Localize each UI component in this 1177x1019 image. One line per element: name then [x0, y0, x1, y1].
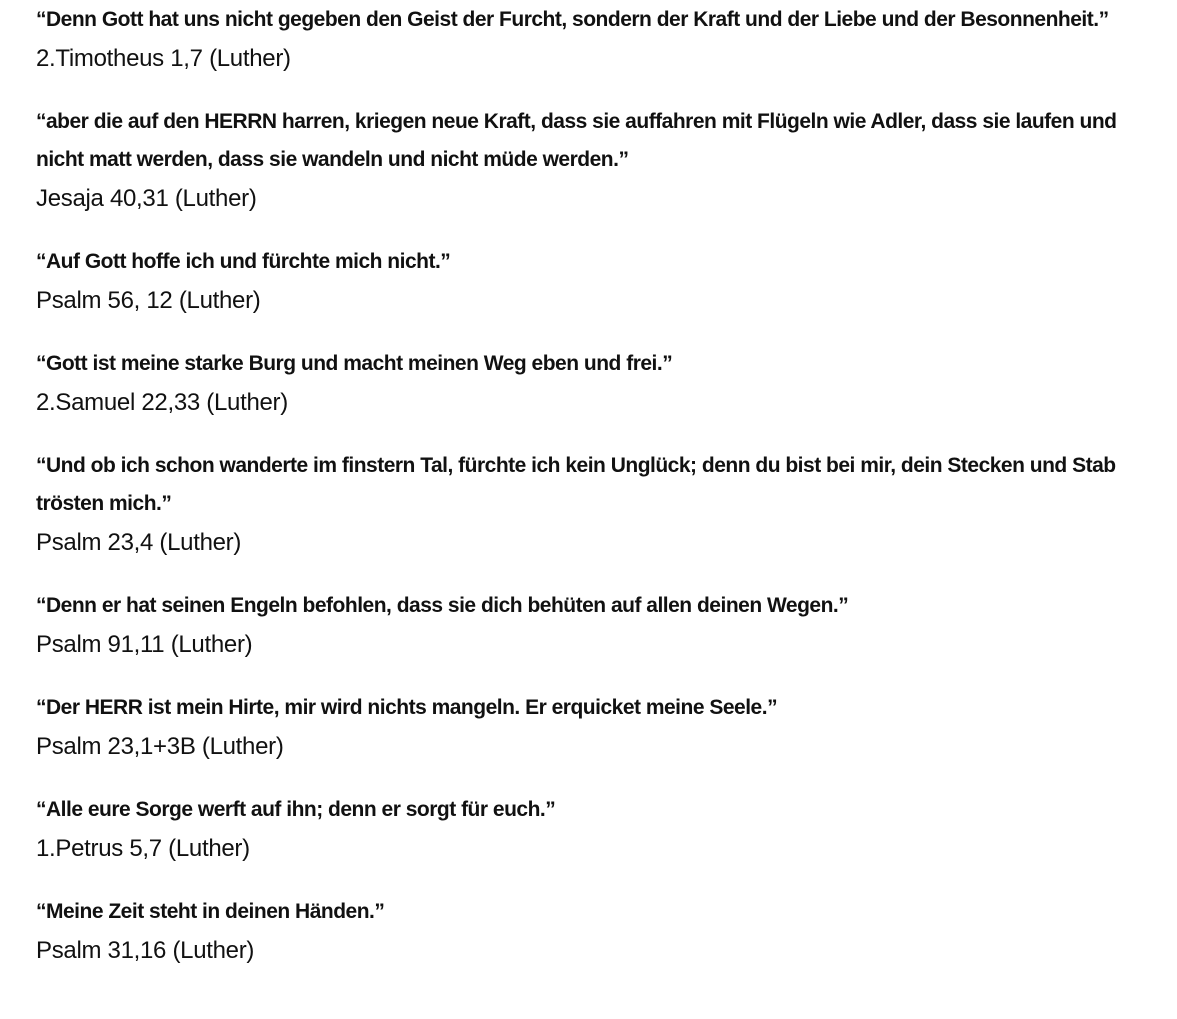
verse-reference: Psalm 23,1+3B (Luther) — [36, 733, 284, 760]
divider-space — [36, 320, 1161, 344]
verse-quote: “Alle eure Sorge werft auf ihn; denn er sorgt für euch.” — [36, 798, 556, 821]
divider-space — [36, 562, 1161, 586]
divider-space — [36, 664, 1161, 688]
divider-space — [36, 422, 1161, 446]
verse-quote: “Meine Zeit steht in deinen Händen.” — [36, 900, 385, 923]
verse-quote: “Und ob ich schon wanderte im finstern Tal, fürchte ich kein Unglück; denn du bist bei mir, dein Stecken und Stab trösten mich.” — [36, 454, 1116, 515]
verse-item — [36, 688, 1161, 766]
verse-quote: “aber die auf den HERRN harren, kriegen neue Kraft, dass sie auffahren mit Flügeln wie Adler, dass sie laufen und nicht matt werden, dass sie wandeln und nicht müde werden.” — [36, 110, 1117, 171]
verse-reference: 1.Petrus 5,7 (Luther) — [36, 835, 250, 862]
verse-quote: “Auf Gott hoffe ich und fürchte mich nicht.” — [36, 250, 451, 273]
divider-space — [36, 766, 1161, 790]
verse-item — [36, 102, 1161, 218]
verse-item — [36, 344, 1161, 422]
verse-item — [36, 446, 1161, 562]
verse-reference: Psalm 91,11 (Luther) — [36, 631, 253, 658]
verse-list — [36, 0, 1161, 970]
verse-reference: Psalm 23,4 (Luther) — [36, 529, 242, 556]
verse-quote: “Denn Gott hat uns nicht gegeben den Geist der Furcht, sondern der Kraft und der Liebe und der Besonnenheit.” — [36, 8, 1109, 31]
verse-quote: “Der HERR ist mein Hirte, mir wird nichts mangeln. Er erquicket meine Seele.” — [36, 696, 778, 719]
divider-space — [36, 868, 1161, 892]
verse-item — [36, 242, 1161, 320]
verse-item — [36, 0, 1161, 78]
verse-reference: Jesaja 40,31 (Luther) — [36, 185, 257, 212]
divider-space — [36, 218, 1161, 242]
verse-reference: 2.Timotheus 1,7 (Luther) — [36, 45, 291, 72]
verse-quote: “Gott ist meine starke Burg und macht meinen Weg eben und frei.” — [36, 352, 673, 375]
divider-space — [36, 78, 1161, 102]
verse-item — [36, 892, 1161, 970]
verse-item — [36, 790, 1161, 868]
verse-reference: Psalm 31,16 (Luther) — [36, 937, 255, 964]
verse-quote: “Denn er hat seinen Engeln befohlen, dass sie dich behüten auf allen deinen Wegen.” — [36, 594, 849, 617]
verse-reference: 2.Samuel 22,33 (Luther) — [36, 389, 288, 416]
verse-item — [36, 586, 1161, 664]
verse-reference: Psalm 56, 12 (Luther) — [36, 287, 261, 314]
